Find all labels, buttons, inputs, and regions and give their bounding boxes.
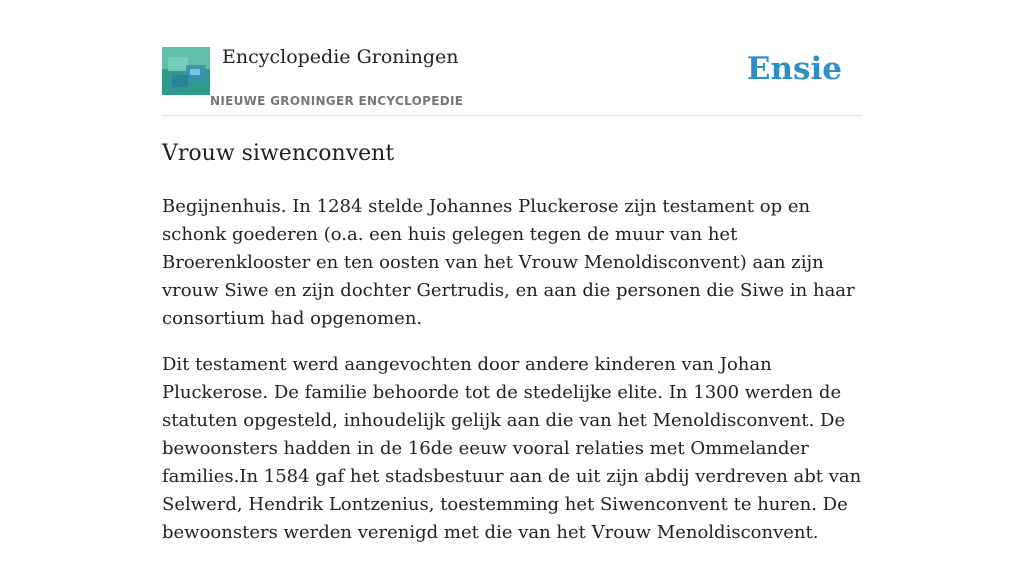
site-avatar[interactable] — [162, 47, 210, 95]
site-header — [162, 0, 862, 116]
article-paragraph: Begijnenhuis. In 1284 stelde Johannes Pluckerose zijn testament op en schonk goederen (o.a. een huis gelegen tegen de muur van het Broerenklooster en ten oosten van het Vrouw Menoldisconvent) aan zijn vrouw Siwe en zijn dochter Gertrudis, en aan die personen die Siwe in haar consortium had opgenomen. — [162, 196, 855, 329]
site-title[interactable]: Encyclopedie Groningen — [222, 46, 459, 68]
avatar-image — [162, 47, 210, 95]
article-paragraph: Dit testament werd aangevochten door andere kinderen van Johan Pluckerose. De familie behoorde tot de stedelijke elite. In 1300 werden de statuten opgesteld, inhoudelijk gelijk aan die van het Menoldisconvent. De bewoonsters hadden in de 16de eeuw vooral relaties met Ommelander families.In 1584 gaf het stadsbestuur aan de uit zijn abdij verdreven abt van Selwerd, Hendrik Lontzenius, toestemming het Siwenconvent te huren. De bewoonsters werden verenigd met die van het Vrouw Menoldisconvent. — [162, 354, 862, 543]
article-title: Vrouw siwenconvent — [162, 141, 395, 166]
article-body — [162, 193, 862, 565]
site-subtitle: NIEUWE GRONINGER ENCYCLOPEDIE — [210, 94, 464, 108]
ensie-logo[interactable]: Ensie — [746, 51, 842, 87]
